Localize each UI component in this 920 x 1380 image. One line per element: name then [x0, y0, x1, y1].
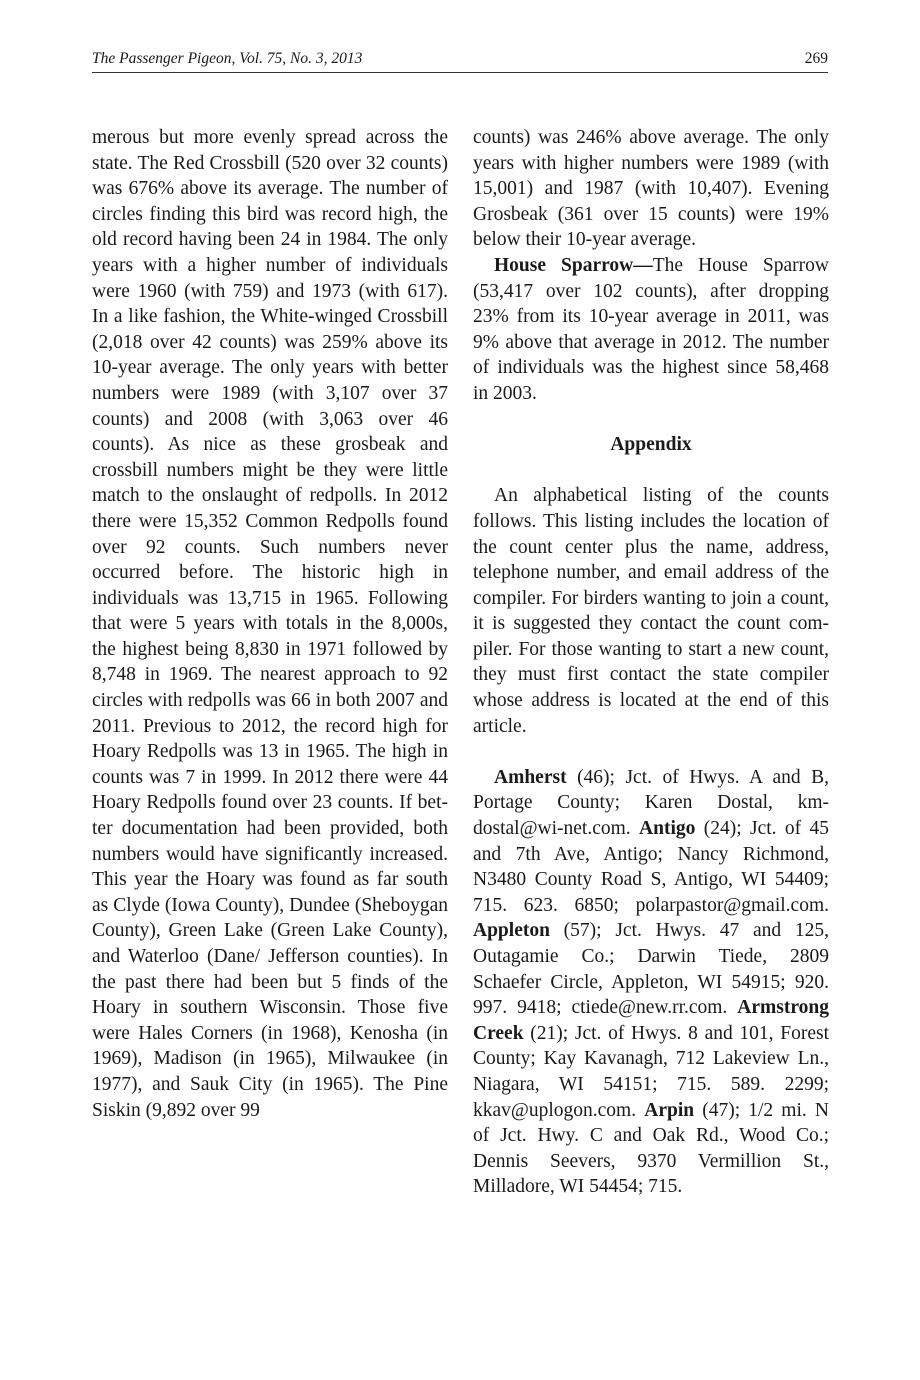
- entry-name-amherst: Amherst: [494, 766, 567, 788]
- continuation-paragraph: counts) was 246% above average. The only years with higher numbers were 1989 (with 15,001) and 1987 (with 10,407). Evening Grosbeak (361 over 15 counts) were 19% below their 10-year average.: [473, 127, 829, 251]
- appendix-intro: An alphabetical listing of the counts follows. This listing includes the location of the count center plus the name, address, telephone number, and email address of the compiler. For birders wanting to join a count, it is suggested they contact the count compiler. For those wanting to start a new count, they must first contact the state compiler whose address is located at the end of this article.: [473, 485, 829, 737]
- entry-text-antigo: (24); Jct. of 45 and 7th Ave, Antigo; Nancy Richmond, N3480 County Road S, Antigo, WI 54409; 715. 623. 6850; polarpastor@gmail.com.: [473, 818, 830, 916]
- appendix-heading: Appendix: [610, 434, 692, 456]
- paragraph-gap: [473, 739, 829, 765]
- entry-name-antigo: Antigo: [639, 818, 696, 840]
- entry-text-amherst: (46); Jct. of Hwys. A and B, Portage County; Karen Dostal, kmdostal@wi-net.com.: [473, 766, 829, 840]
- entry-name-armstrong-creek: Armstrong Creek: [473, 997, 829, 1044]
- entry-name-arpin: Arpin: [644, 1099, 695, 1121]
- header-rule: [92, 72, 828, 73]
- house-sparrow-text: The House Sparrow (53,417 over 102 counts), after dropping 23% from its 10-year average in 2011, was 9% above that average in 2012. The number of individuals was the highest since 58,468 in 2003.: [473, 254, 829, 404]
- left-column-text: merous but more evenly spread across the state. The Red Crossbill (520 over 32 counts) was 676% above its average. The number of circles finding this bird was record high, the old record having been 24 in 1984. The only years with a higher number of individuals were 1960 (with 759) and 1973 (with 617). In a like fashion, the White-winged Crossbill (2,018 over 42 counts) was 259% above its 10-year average. The only years with better numbers were 1989 (with 3,107 over 37 counts) and 2008 (with 3,063 over 46 counts). As nice as these grosbeak and crossbill numbers might be they were little match to the onslaught of redpolls. In 2012 there were 15,352 Common Redpolls found over 92 counts. Such numbers never occurred before. The historic high in individuals was 13,715 in 1965. Following that were 5 years with totals in the 8,000s, the highest being 8,830 in 1971 followed by 8,748 in 1969. The nearest approach to 92 circles with redpolls was 66 in both 2007 and 2011. Previous to 2012, the record high for Hoary Redpolls was 13 in 1965. The high in counts was 7 in 1999. In 2012 there were 44 Hoary Redpolls found over 23 counts. If better documentation had been provided, both numbers would have significantly increased. This year the Hoary was found as far south as Clyde (Iowa County), Dundee (Sheboygan County), Green Lake (Green Lake County), and Waterloo (Dane/ Jefferson counties). In the past there had been but 5 finds of the Hoary in southern Wisconsin. Those five were Hales Corners (in 1968), Kenosha (in 1969), Madison (in 1965), Milwaukee (in 1977), and Sauk City (in 1965). The Pine Siskin (9,892 over 99: [92, 127, 448, 1121]
- right-column: [473, 125, 829, 1200]
- entry-text-appleton: (57); Jct. Hwys. 47 and 125, Outagamie Co.; Darwin Tiede, 2809 Schaefer Circle, Appleton, WI 54915; 920. 997. 9418; ctiede@new.rr.com.: [473, 920, 829, 1019]
- journal-title: The Passenger Pigeon, Vol. 75, No. 3, 2013: [92, 50, 363, 67]
- page-number: 269: [804, 50, 828, 67]
- entry-text-armstrong-creek: (21); Jct. of Hwys. 8 and 101, Forest County; Kay Kavanagh, 712 Lakeview Ln., Niagara, WI 54151; 715. 589. 2299; kkav@uplogon.com.: [473, 1022, 829, 1121]
- left-column: [92, 125, 448, 1123]
- entry-name-appleton: Appleton: [473, 920, 550, 942]
- house-sparrow-heading: House Sparrow—: [494, 254, 653, 276]
- running-head: [92, 50, 828, 72]
- house-sparrow-paragraph: [473, 253, 829, 407]
- entry-text-arpin: (47); 1/2 mi. N of Jct. Hwy. C and Oak Rd., Wood Co.; Dennis Seevers, 9370 Vermillion St., Milladore, WI 54454; 715.: [473, 1099, 829, 1198]
- count-entries: [473, 765, 829, 1200]
